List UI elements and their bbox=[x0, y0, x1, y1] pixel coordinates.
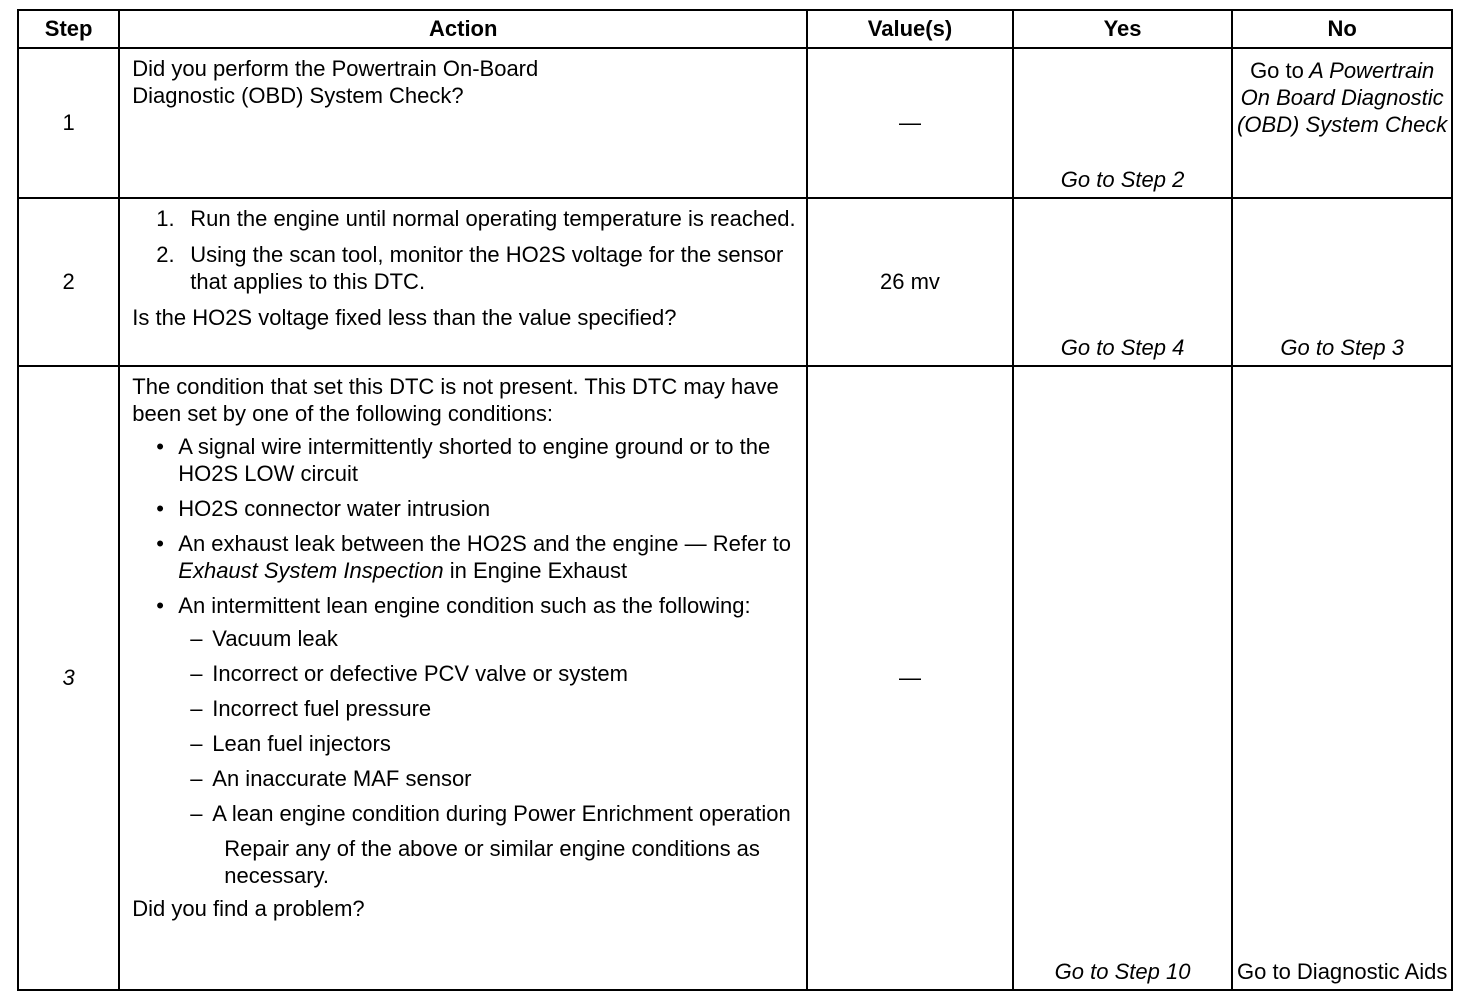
table-row bbox=[18, 198, 1452, 366]
yes-link[interactable] bbox=[1013, 366, 1233, 990]
yes-link-text: Go to Step 2 bbox=[1060, 167, 1185, 192]
dash-icon: – bbox=[190, 696, 203, 721]
no-link-text: Go to Diagnostic Aids bbox=[1237, 959, 1448, 984]
step-number: 3 bbox=[18, 366, 119, 990]
bullet-icon: • bbox=[156, 496, 164, 521]
list-item bbox=[132, 433, 796, 487]
header-no: No bbox=[1232, 10, 1452, 48]
item-text: A signal wire intermittently shorted to engine ground or to the HO2S LOW circuit bbox=[178, 434, 771, 486]
header-values: Value(s) bbox=[807, 10, 1013, 48]
yes-link-text: Go to Step 10 bbox=[1054, 959, 1191, 984]
diagnostic-table-container bbox=[17, 9, 1453, 991]
item-text: HO2S connector water intrusion bbox=[178, 496, 491, 521]
bullet-list bbox=[132, 433, 796, 619]
item-text: Using the scan tool, monitor the HO2S voltage for the sensor that applies to this DTC. bbox=[190, 242, 784, 294]
diagnostic-table bbox=[17, 9, 1453, 991]
list-item bbox=[132, 765, 796, 792]
step-number: 2 bbox=[18, 198, 119, 366]
action-text: Did you perform the Powertrain On-Board Diagnostic (OBD) System Check? bbox=[132, 56, 539, 108]
value-cell: — bbox=[807, 48, 1013, 198]
list-item bbox=[132, 205, 796, 232]
intro-text: The condition that set this DTC is not present. This DTC may have been set by one of the following conditions: bbox=[132, 374, 779, 426]
dash-icon: – bbox=[190, 731, 203, 756]
header-row bbox=[18, 10, 1452, 48]
item-number: 2. bbox=[156, 242, 175, 267]
item-text: An exhaust leak between the HO2S and the engine — Refer to bbox=[178, 531, 792, 556]
item-text: Incorrect fuel pressure bbox=[212, 696, 432, 721]
action-cell bbox=[119, 48, 807, 198]
item-text: in Engine Exhaust bbox=[449, 558, 628, 583]
question-text: Did you find a problem? bbox=[132, 896, 365, 921]
item-text: An inaccurate MAF sensor bbox=[212, 766, 472, 791]
dash-icon: – bbox=[190, 801, 203, 826]
list-item bbox=[132, 625, 796, 652]
list-item bbox=[132, 800, 796, 827]
value-cell: 26 mv bbox=[807, 198, 1013, 366]
no-link-text: Go to Step 3 bbox=[1280, 335, 1404, 360]
yes-link[interactable] bbox=[1013, 48, 1233, 198]
action-cell bbox=[119, 198, 807, 366]
step-number: 1 bbox=[18, 48, 119, 198]
question-text: Is the HO2S voltage fixed less than the value specified? bbox=[132, 305, 677, 330]
header-action: Action bbox=[119, 10, 807, 48]
list-item bbox=[132, 730, 796, 757]
bullet-icon: • bbox=[156, 434, 164, 459]
table-row bbox=[18, 48, 1452, 198]
table-row bbox=[18, 366, 1452, 990]
header-yes: Yes bbox=[1013, 10, 1233, 48]
value-cell: — bbox=[807, 366, 1013, 990]
dash-icon: – bbox=[190, 661, 203, 686]
list-item bbox=[132, 241, 796, 295]
dash-list bbox=[132, 625, 796, 827]
dash-icon: – bbox=[190, 766, 203, 791]
item-text: Lean fuel injectors bbox=[212, 731, 391, 756]
bullet-icon: • bbox=[156, 531, 164, 556]
list-item bbox=[132, 695, 796, 722]
dash-icon: – bbox=[190, 626, 203, 651]
header-step: Step bbox=[18, 10, 119, 48]
item-text: Incorrect or defective PCV valve or system bbox=[212, 661, 628, 686]
no-link[interactable] bbox=[1232, 48, 1452, 198]
item-text: Vacuum leak bbox=[212, 626, 338, 651]
no-prefix: Go to bbox=[1250, 58, 1304, 83]
bullet-icon: • bbox=[156, 593, 164, 618]
numbered-list bbox=[132, 205, 796, 295]
no-link-text: A Powertrain On Board Diagnostic (OBD) System Check bbox=[1237, 58, 1448, 137]
exhaust-inspection-link[interactable]: Exhaust System Inspection bbox=[178, 558, 444, 583]
item-text: Run the engine until normal operating temperature is reached. bbox=[190, 206, 796, 231]
action-cell bbox=[119, 366, 807, 990]
list-item bbox=[132, 530, 796, 584]
list-item bbox=[132, 495, 796, 522]
no-link[interactable] bbox=[1232, 198, 1452, 366]
repair-text: Repair any of the above or similar engine conditions as necessary. bbox=[224, 836, 760, 888]
item-text: An intermittent lean engine condition such as the following: bbox=[178, 593, 751, 618]
list-item bbox=[132, 592, 796, 619]
no-link[interactable] bbox=[1232, 366, 1452, 990]
yes-link[interactable] bbox=[1013, 198, 1233, 366]
item-number: 1. bbox=[156, 206, 175, 231]
yes-link-text: Go to Step 4 bbox=[1060, 335, 1185, 360]
item-text: A lean engine condition during Power Enrichment operation bbox=[212, 801, 791, 826]
list-item bbox=[132, 660, 796, 687]
